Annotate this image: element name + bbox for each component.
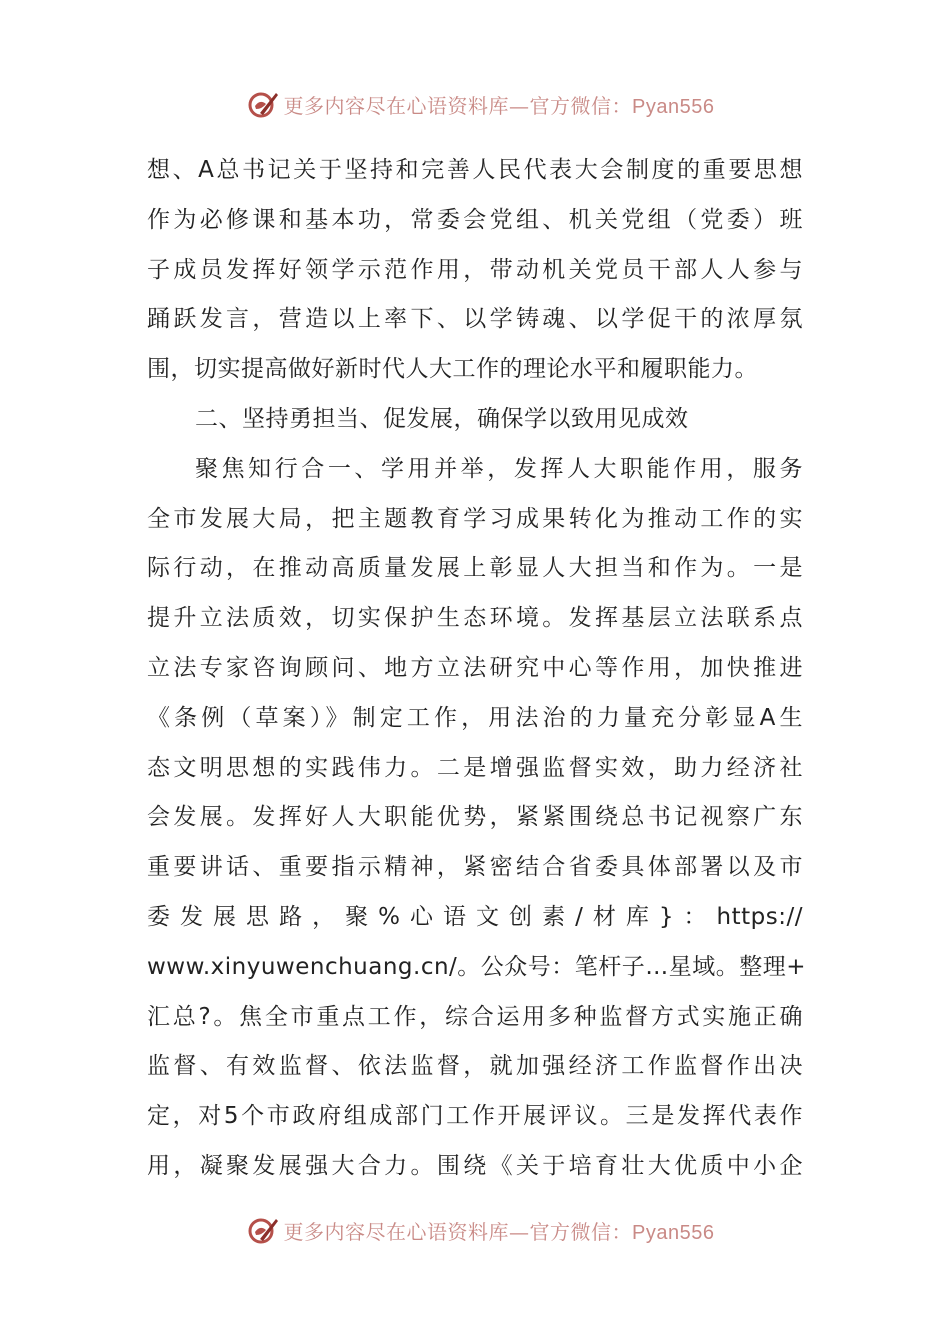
text-line: 定，对5个市政府组成部门工作开展评议。三是发挥代表作 bbox=[147, 1103, 803, 1130]
text-line: 围，切实提高做好新时代人大工作的理论水平和履职能力。 bbox=[147, 356, 758, 383]
text-line: 际行动，在推动高质量发展上彰显人大担当和作为。一是 bbox=[147, 555, 803, 582]
footer-banner-text: 更多内容尽在心语资料库—官方微信：Pyan556 bbox=[283, 1219, 715, 1244]
text-line: 全市发展大局，把主题教育学习成果转化为推动工作的实 bbox=[147, 505, 803, 532]
pen-logo-icon bbox=[246, 87, 280, 121]
header-watermark-banner bbox=[0, 84, 950, 124]
text-line: 会发展。发挥好人大职能优势，紧紧围绕总书记视察广东 bbox=[147, 804, 803, 831]
text-line: 提升立法质效，切实保护生态环境。发挥基层立法联系点 bbox=[147, 605, 803, 632]
text-line: 想、A总书记关于坚持和完善人民代表大会制度的重要思想 bbox=[147, 157, 803, 183]
text-line: 用，凝聚发展强大合力。围绕《关于培育壮大优质中小企 bbox=[147, 1152, 803, 1179]
text-line: 委发展思路，聚%心语文创素/材库}：https:// bbox=[147, 903, 803, 930]
text-line: 重要讲话、重要指示精神，紧密结合省委具体部署以及市 bbox=[147, 854, 803, 881]
section-heading: 二、坚持勇担当、促发展，确保学以致用见成效 bbox=[195, 405, 689, 432]
text-line: 聚焦知行合一、学用并举，发挥人大职能作用，服务 bbox=[195, 455, 803, 482]
text-line: 踊跃发言，营造以上率下、以学铸魂、以学促干的浓厚氛 bbox=[147, 306, 803, 333]
document-body bbox=[147, 146, 807, 1192]
text-line: 立法专家咨询顾问、地方立法研究中心等作用，加快推进 bbox=[147, 654, 803, 681]
pen-logo-icon bbox=[246, 1213, 280, 1247]
header-banner-text: 更多内容尽在心语资料库—官方微信：Pyan556 bbox=[283, 93, 715, 118]
text-line: www.xinyuwenchuang.cn/。公众号：笔杆子…星域。整理+ bbox=[147, 953, 807, 980]
text-line: 汇总?。焦全市重点工作，综合运用多种监督方式实施正确 bbox=[147, 1003, 803, 1030]
text-line: 作为必修课和基本功，常委会党组、机关党组（党委）班 bbox=[147, 206, 803, 233]
text-line: 态文明思想的实践伟力。二是增强监督实效，助力经济社 bbox=[147, 754, 803, 781]
text-line: 子成员发挥好领学示范作用，带动机关党员干部人人参与 bbox=[147, 256, 803, 283]
footer-watermark-banner bbox=[0, 1210, 950, 1250]
text-line: 监督、有效监督、依法监督，就加强经济工作监督作出决 bbox=[147, 1053, 803, 1080]
text-line: 《条例（草案）》制定工作，用法治的力量充分彰显A生 bbox=[147, 704, 803, 731]
